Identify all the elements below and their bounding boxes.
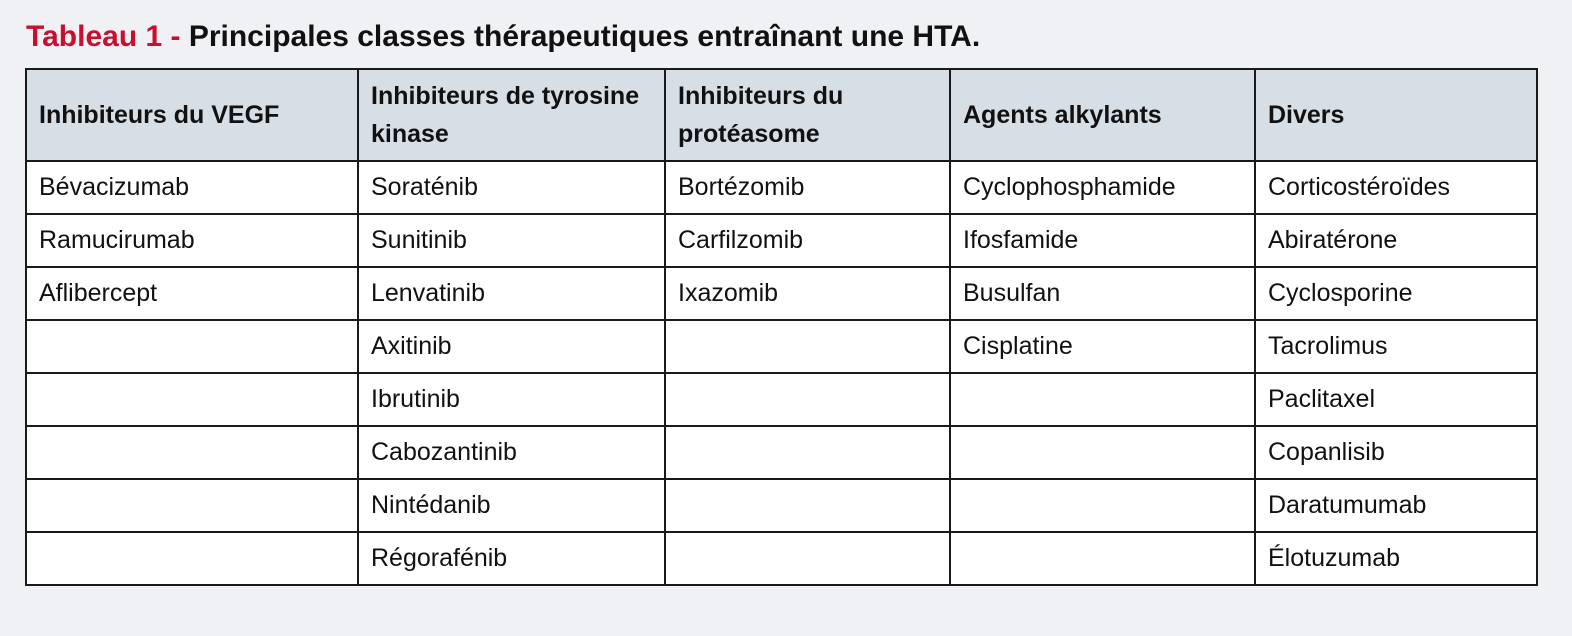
table-cell (665, 373, 950, 426)
table-cell: Corticostéroïdes (1255, 161, 1537, 214)
table-cell: Carfilzomib (665, 214, 950, 267)
table-cell (665, 479, 950, 532)
table-row (26, 320, 1537, 373)
table-cell: Bévacizumab (26, 161, 358, 214)
header-vegf-inhibitors: Inhibiteurs du VEGF (26, 69, 358, 161)
table-cell: Sunitinib (358, 214, 665, 267)
table-cell: Paclitaxel (1255, 373, 1537, 426)
table-row (26, 214, 1537, 267)
caption-label: Tableau 1 - (26, 20, 181, 53)
table-cell: Nintédanib (358, 479, 665, 532)
table-cell: Ramucirumab (26, 214, 358, 267)
table-cell: Ifosfamide (950, 214, 1255, 267)
table-row (26, 479, 1537, 532)
table-cell: Cyclosporine (1255, 267, 1537, 320)
table-cell (950, 373, 1255, 426)
table-cell (665, 426, 950, 479)
caption-title: Principales classes thérapeutiques entraînant une HTA. (188, 20, 981, 53)
table-row (26, 426, 1537, 479)
table-cell (665, 320, 950, 373)
table-cell (26, 532, 358, 585)
table-row (26, 373, 1537, 426)
table-cell: Lenvatinib (358, 267, 665, 320)
table-cell: Abiratérone (1255, 214, 1537, 267)
table-cell: Ibrutinib (358, 373, 665, 426)
header-miscellaneous: Divers (1255, 69, 1537, 161)
table-cell: Copanlisib (1255, 426, 1537, 479)
header-proteasome-inhibitors: Inhibiteurs du protéasome (665, 69, 950, 161)
table-cell: Cabozantinib (358, 426, 665, 479)
table-row (26, 532, 1537, 585)
table-cell: Cyclophosphamide (950, 161, 1255, 214)
table-cell (665, 532, 950, 585)
table-cell: Aflibercept (26, 267, 358, 320)
header-row (26, 69, 1537, 161)
header-tyrosine-kinase-inhibitors: Inhibiteurs de tyrosine kinase (358, 69, 665, 161)
table-cell (950, 426, 1255, 479)
table-caption (26, 14, 980, 60)
table-cell: Cisplatine (950, 320, 1255, 373)
table-cell: Busulfan (950, 267, 1255, 320)
table-cell: Bortézomib (665, 161, 950, 214)
table-row (26, 161, 1537, 214)
header-alkylating-agents: Agents alkylants (950, 69, 1255, 161)
table-cell: Régorafénib (358, 532, 665, 585)
table-cell (26, 479, 358, 532)
table-cell: Daratumumab (1255, 479, 1537, 532)
drug-classes-table (25, 68, 1538, 586)
table-cell (26, 426, 358, 479)
table-cell (950, 532, 1255, 585)
table-cell (26, 320, 358, 373)
table-cell: Tacrolimus (1255, 320, 1537, 373)
table-cell: Élotuzumab (1255, 532, 1537, 585)
table-cell: Ixazomib (665, 267, 950, 320)
table-cell (26, 373, 358, 426)
table-cell: Soraténib (358, 161, 665, 214)
table-row (26, 267, 1537, 320)
table-cell: Axitinib (358, 320, 665, 373)
table-cell (950, 479, 1255, 532)
